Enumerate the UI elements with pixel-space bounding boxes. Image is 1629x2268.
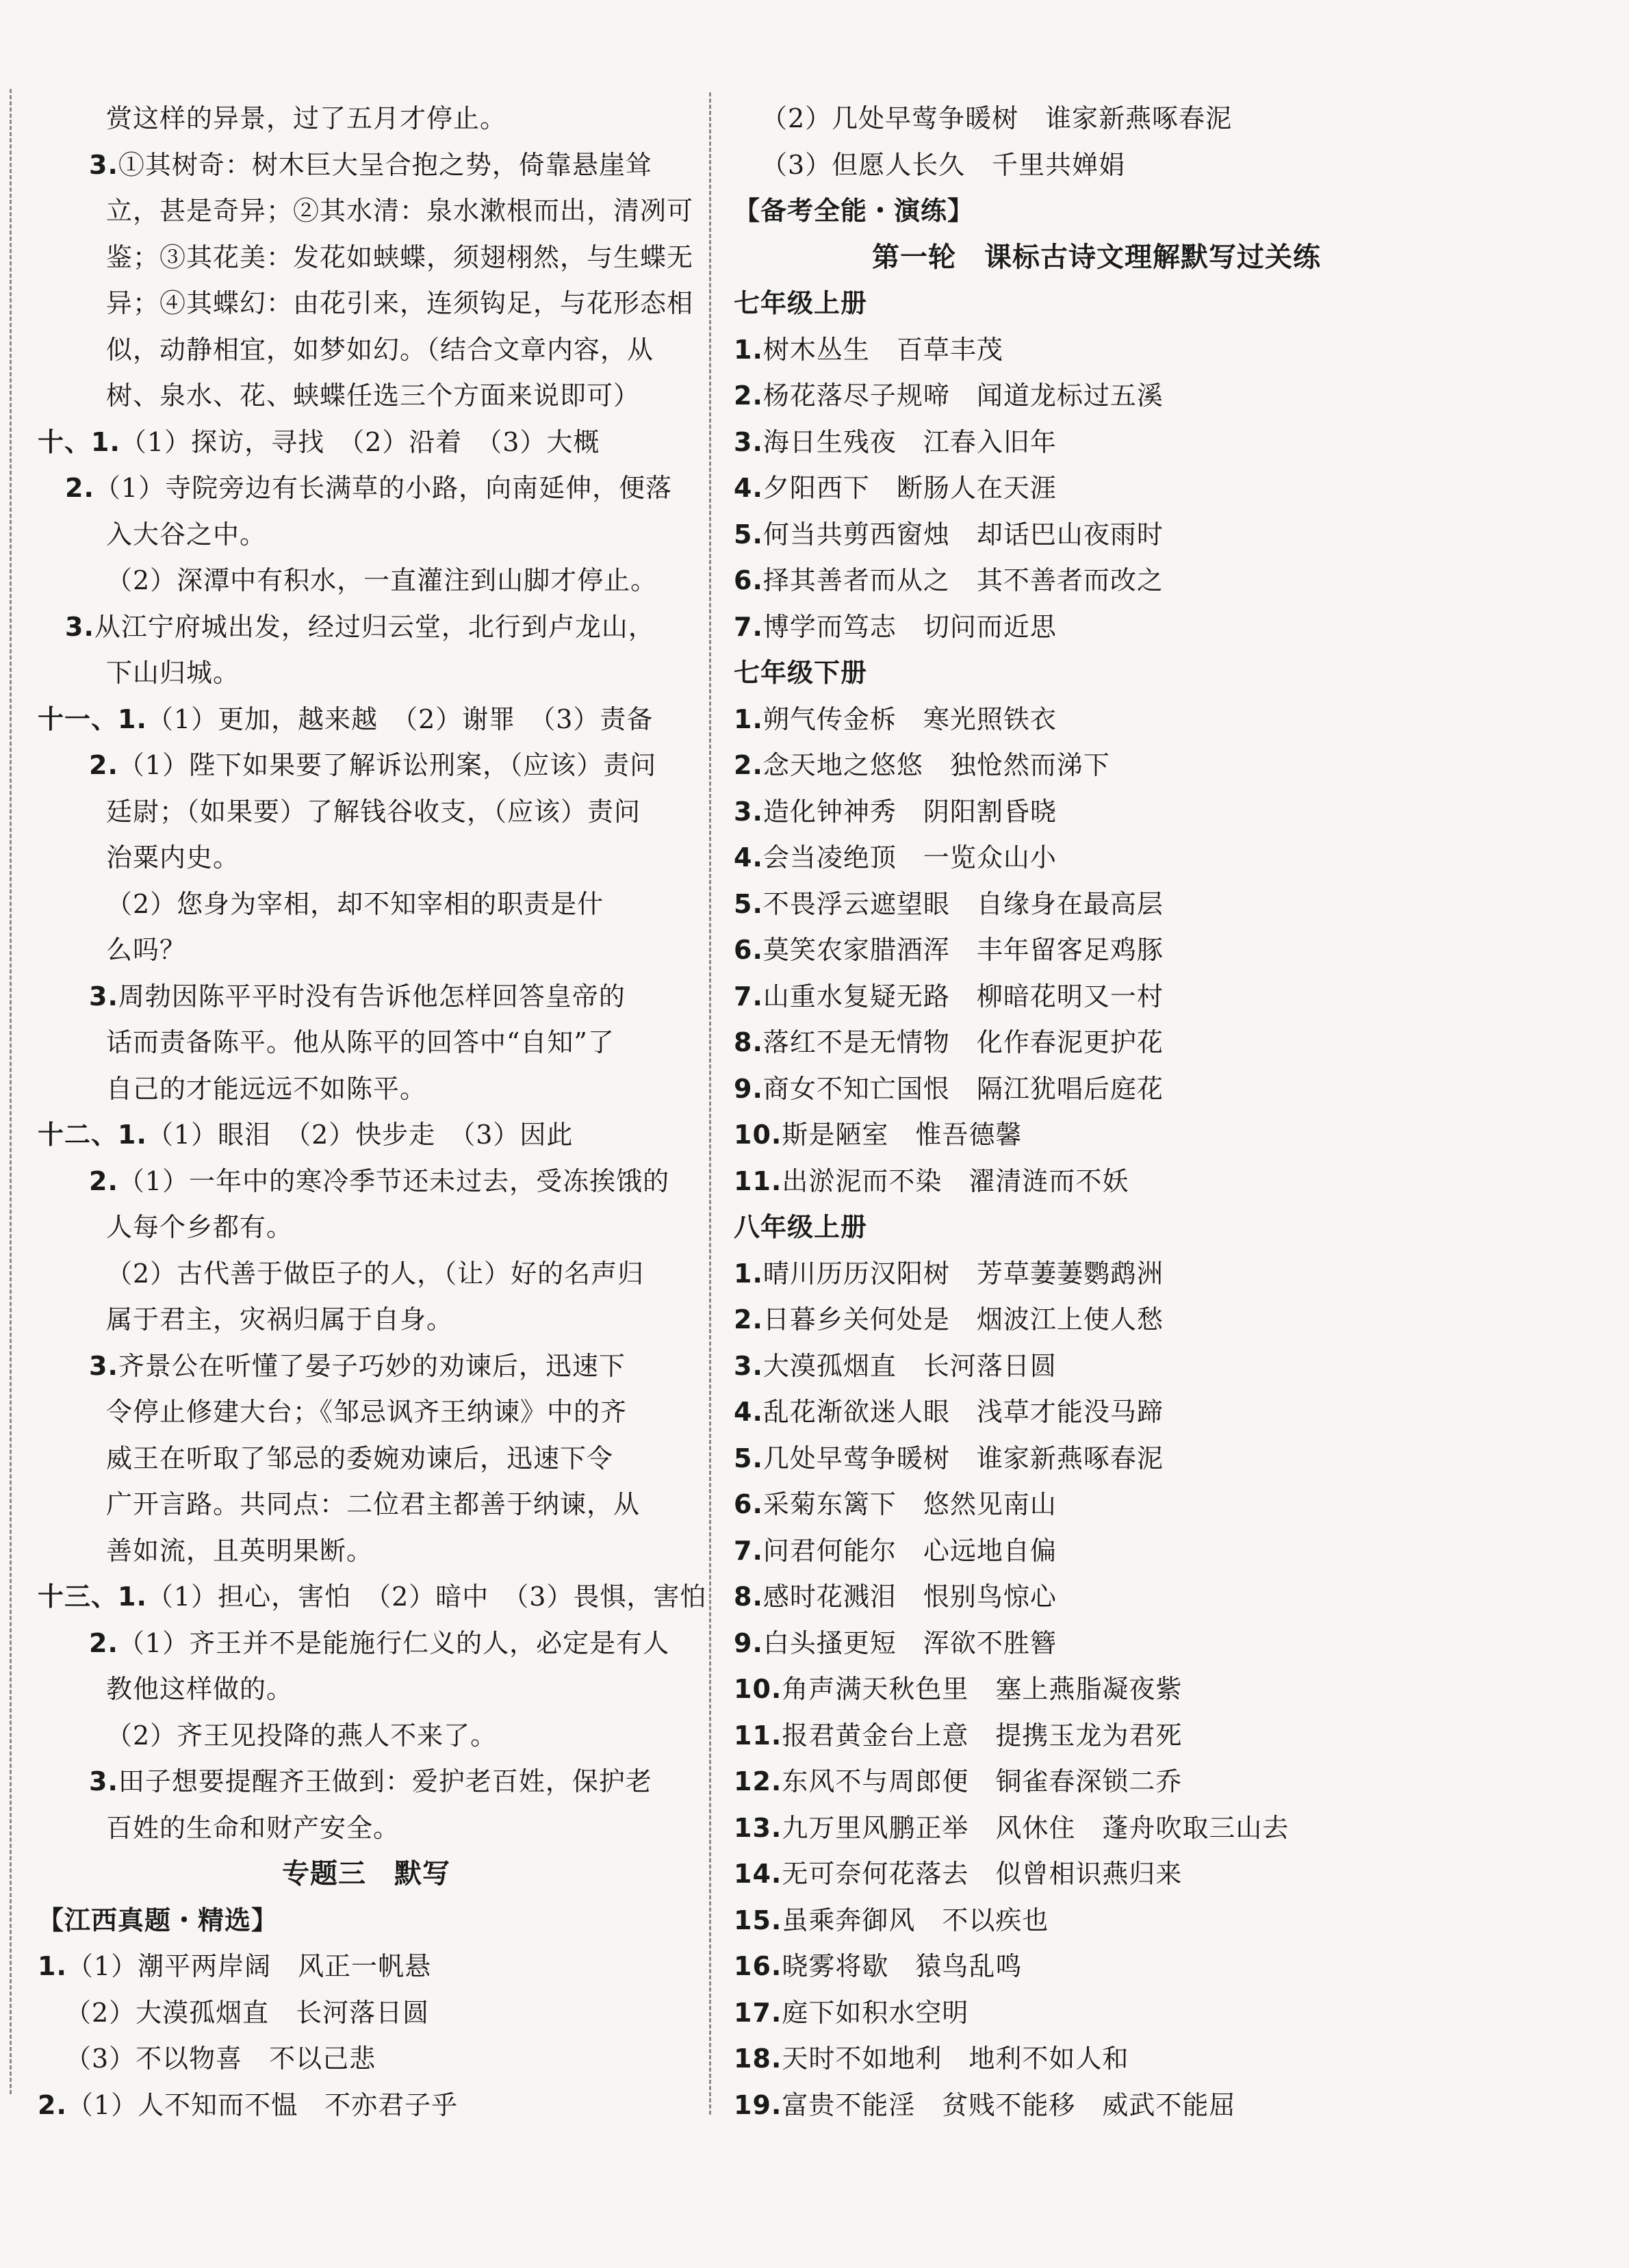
text-line: 令停止修建大台；《邹忌讽齐王纳谏》中的齐 bbox=[106, 1397, 628, 1427]
answer-item: 3.田子想要提醒齐王做到：爱护老百姓，保护老 bbox=[89, 1766, 652, 1796]
left-margin-dashed-line bbox=[10, 89, 12, 2094]
text-line: 赏这样的异景，过了五月才停止。 bbox=[106, 103, 507, 133]
text-line: 属于君主，灾祸归属于自身。 bbox=[106, 1304, 454, 1335]
list-item: 7.山重水复疑无路 柳暗花明又一村 bbox=[734, 981, 1164, 1011]
text-line: （3）但愿人长久 千里共婵娟 bbox=[761, 149, 1126, 180]
text-line: 异；④其蝶幻：由花引来，连须钩足，与花形态相 bbox=[106, 288, 694, 318]
list-item: 3.海日生残夜 江春入旧年 bbox=[734, 426, 1057, 457]
list-item: 7.博学而笃志 切问而近思 bbox=[734, 611, 1057, 642]
list-item: 6.莫笑农家腊酒浑 丰年留客足鸡豚 bbox=[734, 935, 1164, 965]
column-divider bbox=[709, 92, 711, 2115]
right-column bbox=[734, 96, 1459, 2128]
list-item: 3.造化钟神秀 阴阳割昏晓 bbox=[734, 796, 1057, 827]
text-line: （2）您身为宰相，却不知宰相的职责是什 bbox=[106, 888, 604, 919]
grade-heading: 七年级下册 bbox=[734, 658, 868, 688]
list-item: 9.商女不知亡国恨 隔江犹唱后庭花 bbox=[734, 1073, 1164, 1104]
text-line: 教他这样做的。 bbox=[106, 1674, 294, 1704]
list-item: 6.采菊东篱下 悠然见南山 bbox=[734, 1489, 1057, 1519]
answer-item: 2.（1）人不知而不愠 不亦君子乎 bbox=[38, 2089, 459, 2120]
text-line: 树、泉水、花、蛱蝶任选三个方面来说即可） bbox=[106, 381, 641, 411]
list-item: 16.晓雾将歇 猿鸟乱鸣 bbox=[734, 1951, 1023, 1981]
text-line: 入大谷之中。 bbox=[106, 519, 267, 550]
list-item: 5.何当共剪西窗烛 却话巴山夜雨时 bbox=[734, 519, 1164, 550]
text-line: 鉴；③其花美：发花如蛱蝶，须翅栩然，与生蝶无 bbox=[106, 242, 694, 272]
text-line: （2）齐王见投降的燕人不来了。 bbox=[106, 1720, 498, 1751]
list-item: 5.不畏浮云遮望眼 自缘身在最高层 bbox=[734, 888, 1164, 919]
answer-item: 十一、1.（1）更加，越来越 （2）谢罪 （3）责备 bbox=[38, 704, 654, 734]
text-line: 人每个乡都有。 bbox=[106, 1212, 294, 1242]
text-line: （2）大漠孤烟直 长河落日圆 bbox=[65, 1997, 430, 2028]
list-item: 15.虽乘奔御风 不以疾也 bbox=[734, 1905, 1049, 1935]
answer-item: 十三、1.（1）担心，害怕 （2）暗中 （3）畏惧，害怕 bbox=[38, 1582, 707, 1612]
list-item: 17.庭下如积水空明 bbox=[734, 1997, 969, 2028]
section-title: 第一轮 课标古诗文理解默写过关练 bbox=[872, 241, 1321, 273]
list-item: 10.斯是陋室 惟吾德馨 bbox=[734, 1120, 1023, 1150]
text-line: 么吗？ bbox=[106, 935, 187, 965]
list-item: 11.出淤泥而不染 濯清涟而不妖 bbox=[734, 1165, 1129, 1196]
list-item: 4.乱花渐欲迷人眼 浅草才能没马蹄 bbox=[734, 1397, 1164, 1427]
list-item: 9.白头搔更短 浑欲不胜簪 bbox=[734, 1627, 1057, 1658]
grade-heading: 八年级上册 bbox=[734, 1212, 868, 1242]
list-item: 14.无可奈何花落去 似曾相识燕归来 bbox=[734, 1859, 1183, 1889]
list-item: 1.树木丛生 百草丰茂 bbox=[734, 334, 1003, 365]
text-line: （2）古代善于做臣子的人，（让）好的名声归 bbox=[106, 1258, 645, 1289]
list-item: 11.报君黄金台上意 提携玉龙为君死 bbox=[734, 1720, 1183, 1751]
answer-item: 1.（1）潮平两岸阔 风正一帆悬 bbox=[38, 1951, 432, 1981]
answer-item: 3.①其树奇：树木巨大呈合抱之势，倚靠悬崖耸 bbox=[89, 149, 652, 180]
text-line: 似，动静相宜，如梦如幻。（结合文章内容，从 bbox=[106, 334, 654, 365]
text-line: 治粟内史。 bbox=[106, 842, 240, 873]
answer-item: 2.（1）一年中的寒冷季节还未过去，受冻挨饿的 bbox=[89, 1165, 670, 1196]
text-line: 下山归城。 bbox=[106, 658, 240, 688]
list-item: 13.九万里风鹏正举 风休住 蓬舟吹取三山去 bbox=[734, 1812, 1290, 1843]
text-line: 自己的才能远远不如陈平。 bbox=[106, 1073, 427, 1104]
list-item: 8.感时花溅泪 恨别鸟惊心 bbox=[734, 1582, 1057, 1612]
list-item: 2.念天地之悠悠 独怆然而涕下 bbox=[734, 750, 1110, 780]
list-item: 1.晴川历历汉阳树 芳草萋萋鹦鹉洲 bbox=[734, 1258, 1164, 1289]
text-line: 话而责备陈平。他从陈平的回答中“自知”了 bbox=[106, 1027, 615, 1057]
text-line: （2）深潭中有积水，一直灌注到山脚才停止。 bbox=[106, 565, 658, 595]
answer-item: 3.从江宁府城出发，经过归云堂，北行到卢龙山， bbox=[65, 611, 655, 642]
list-item: 4.夕阳西下 断肠人在天涯 bbox=[734, 473, 1057, 503]
text-line: 威王在听取了邹忌的委婉劝谏后，迅速下令 bbox=[106, 1443, 614, 1473]
list-item: 3.大漠孤烟直 长河落日圆 bbox=[734, 1350, 1057, 1381]
text-line: （3）不以物喜 不以己悲 bbox=[65, 2044, 376, 2074]
answer-item: 3.周勃因陈平平时没有告诉他怎样回答皇帝的 bbox=[89, 981, 626, 1011]
grade-heading: 七年级上册 bbox=[734, 288, 868, 318]
list-item: 4.会当凌绝顶 一览众山小 bbox=[734, 842, 1057, 873]
text-line: 立，甚是奇异；②其水清：泉水漱根而出，清冽可 bbox=[106, 196, 694, 226]
answer-item: 2.（1）齐王并不是能施行仁义的人，必定是有人 bbox=[89, 1627, 670, 1658]
answer-item: 2.（1）陛下如果要了解诉讼刑案，（应该）责问 bbox=[89, 750, 657, 780]
section-subheading: 【江西真题・精选】 bbox=[38, 1905, 279, 1935]
list-item: 12.东风不与周郎便 铜雀春深锁二乔 bbox=[734, 1766, 1183, 1796]
list-item: 10.角声满天秋色里 塞上燕脂凝夜紫 bbox=[734, 1674, 1183, 1704]
text-line: 百姓的生命和财产安全。 bbox=[106, 1812, 400, 1843]
list-item: 19.富贵不能淫 贫贱不能移 威武不能屈 bbox=[734, 2089, 1236, 2120]
answer-item: 十二、1.（1）眼泪 （2）快步走 （3）因此 bbox=[38, 1120, 574, 1150]
list-item: 8.落红不是无情物 化作春泥更护花 bbox=[734, 1027, 1164, 1057]
section-title: 专题三 默写 bbox=[282, 1858, 450, 1890]
list-item: 7.问君何能尔 心远地自偏 bbox=[734, 1535, 1057, 1566]
text-line: 廷尉；（如果要）了解钱谷收支，（应该）责问 bbox=[106, 796, 641, 827]
list-item: 1.朔气传金柝 寒光照铁衣 bbox=[734, 704, 1057, 734]
text-line: （2）几处早莺争暖树 谁家新燕啄春泥 bbox=[761, 103, 1233, 133]
list-item: 6.择其善者而从之 其不善者而改之 bbox=[734, 565, 1164, 595]
text-line: 善如流，且英明果断。 bbox=[106, 1535, 374, 1566]
section-subheading: 【备考全能・演练】 bbox=[734, 196, 975, 226]
list-item: 2.杨花落尽子规啼 闻道龙标过五溪 bbox=[734, 381, 1164, 411]
left-column bbox=[38, 96, 707, 2128]
text-line: 广开言路。共同点：二位君主都善于纳谏，从 bbox=[106, 1489, 641, 1519]
list-item: 2.日暮乡关何处是 烟波江上使人愁 bbox=[734, 1304, 1164, 1335]
answer-item: 十、1.（1）探访，寻找 （2）沿着 （3）大概 bbox=[38, 426, 600, 457]
answer-item: 2.（1）寺院旁边有长满草的小路，向南延伸，便落 bbox=[65, 473, 673, 503]
list-item: 5.几处早莺争暖树 谁家新燕啄春泥 bbox=[734, 1443, 1164, 1473]
answer-item: 3.齐景公在听懂了晏子巧妙的劝谏后，迅速下 bbox=[89, 1350, 626, 1381]
list-item: 18.天时不如地利 地利不如人和 bbox=[734, 2044, 1129, 2074]
